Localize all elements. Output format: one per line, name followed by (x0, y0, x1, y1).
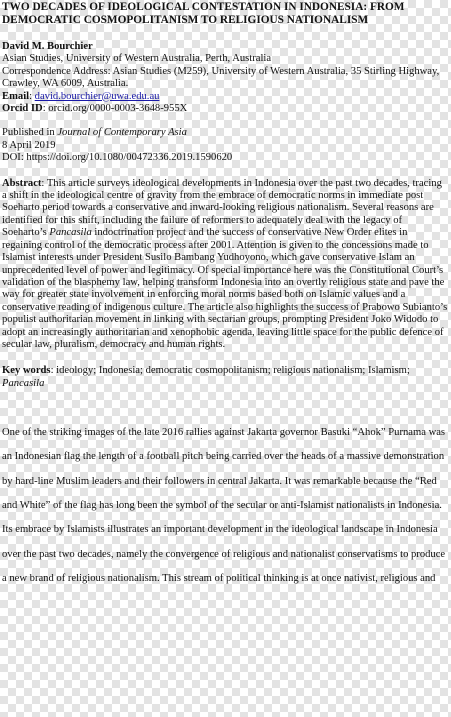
orcid-label: Orcid ID (2, 103, 43, 115)
keywords-pancasila: Pancasila (2, 377, 45, 389)
abstract (2, 178, 449, 352)
keywords-text: : ideology; Indonesia; democratic cosmopolitanism; religious nationalism; Islamism; (50, 365, 410, 377)
correspondence-address: Correspondence Address: Asian Studies (M259), University of Western Australia, 35 Stirling Highway, Crawley, WA 6009, Australia. (2, 65, 440, 90)
body-paragraph: One of the striking images of the late 2016 rallies against Jakarta governor Basuki “Ahok” Purnama was an Indonesian flag the length of a football pitch being carried over the heads of a massive demonstration by hard-line Muslim leaders and their followers in central Jakarta. It was remarkable because the “Red and White” of the flag has long been the symbol of the secular or anti-Islamist nationalists in Indonesia. Its embrace by Islamists illustrates an important development in the ideological landscape in Indonesia over the past two decades, namely the convergence of religious and nationalist conservatisms to produce a new brand of religious nationalism. This stream of political thinking is at once nativist, religious and (2, 427, 446, 584)
keywords-label: Key words (2, 365, 51, 377)
publication-info (2, 127, 449, 164)
abstract-label: Abstract (2, 177, 42, 189)
published-prefix: Published in (2, 127, 58, 139)
abstract-text-1: : This article surveys ideological developments in Indonesia over the past two decades, tracing a shift in the ideological centre of gravity from the embrace of democratic norms in immediate post Soeharto period towards a conservative and inward-looking religious nationalism. Several reasons are identified for this shift, including the failure of reformers to adequately deal with the legacy of Soeharto’s (2, 177, 442, 239)
orcid-line (2, 103, 449, 115)
keywords (2, 365, 449, 390)
abstract-text-2: indoctrination project and the success of conservative New Order elites in regaining control of the democratic process after 2001. Attention is given to the concessions made to Islamist interests under President Susilo Bambang Yudhoyono, which gave conservative Islam an unprecedented level of power and legitimacy. Of special importance here was the Constitutional Court’s validation of the blasphemy law, helping transform Indonesia into an overtly religious state and pave the way for greater state involvement in enforcing moral norms based both on Islamic values and a conservative reading of indigenous culture. The article also highlights the success of Prabowo Subianto’s populist authoritarian movement in linking with sectarian groups, prompting President Joko Widodo to adopt an increasingly authoritarian and xenophobic agenda, leaving little space for the public defence of secular law, pluralism, democracy and human rights. (2, 227, 448, 350)
author-affiliation: Asian Studies, University of Western Australia, Perth, Australia (2, 53, 272, 65)
published-line (2, 127, 449, 139)
email-label: Email (2, 90, 30, 102)
author-name: David M. Bourchier (2, 41, 93, 52)
email-line: Email: david.bourchier@uwa.edu.au (2, 90, 160, 102)
journal-name: Journal of Contemporary Asia (57, 127, 187, 139)
abstract-pancasila: Pancasila (49, 227, 92, 239)
orcid-value: : orcid.org/0000-0003-3648-955X (42, 103, 188, 115)
paper-title: TWO DECADES OF IDEOLOGICAL CONTESTATION IN INDONESIA: FROM DEMOCRATIC COSMOPOLITANISM TO RELIGIOUS NATIONALISM (2, 1, 405, 26)
publication-date: 8 April 2019 (2, 139, 56, 151)
author-block (2, 41, 449, 115)
email-link[interactable]: david.bourchier@uwa.edu.au (34, 90, 160, 102)
doi-line: DOI: https://doi.org/10.1080/00472336.2019.1590620 (2, 152, 233, 164)
